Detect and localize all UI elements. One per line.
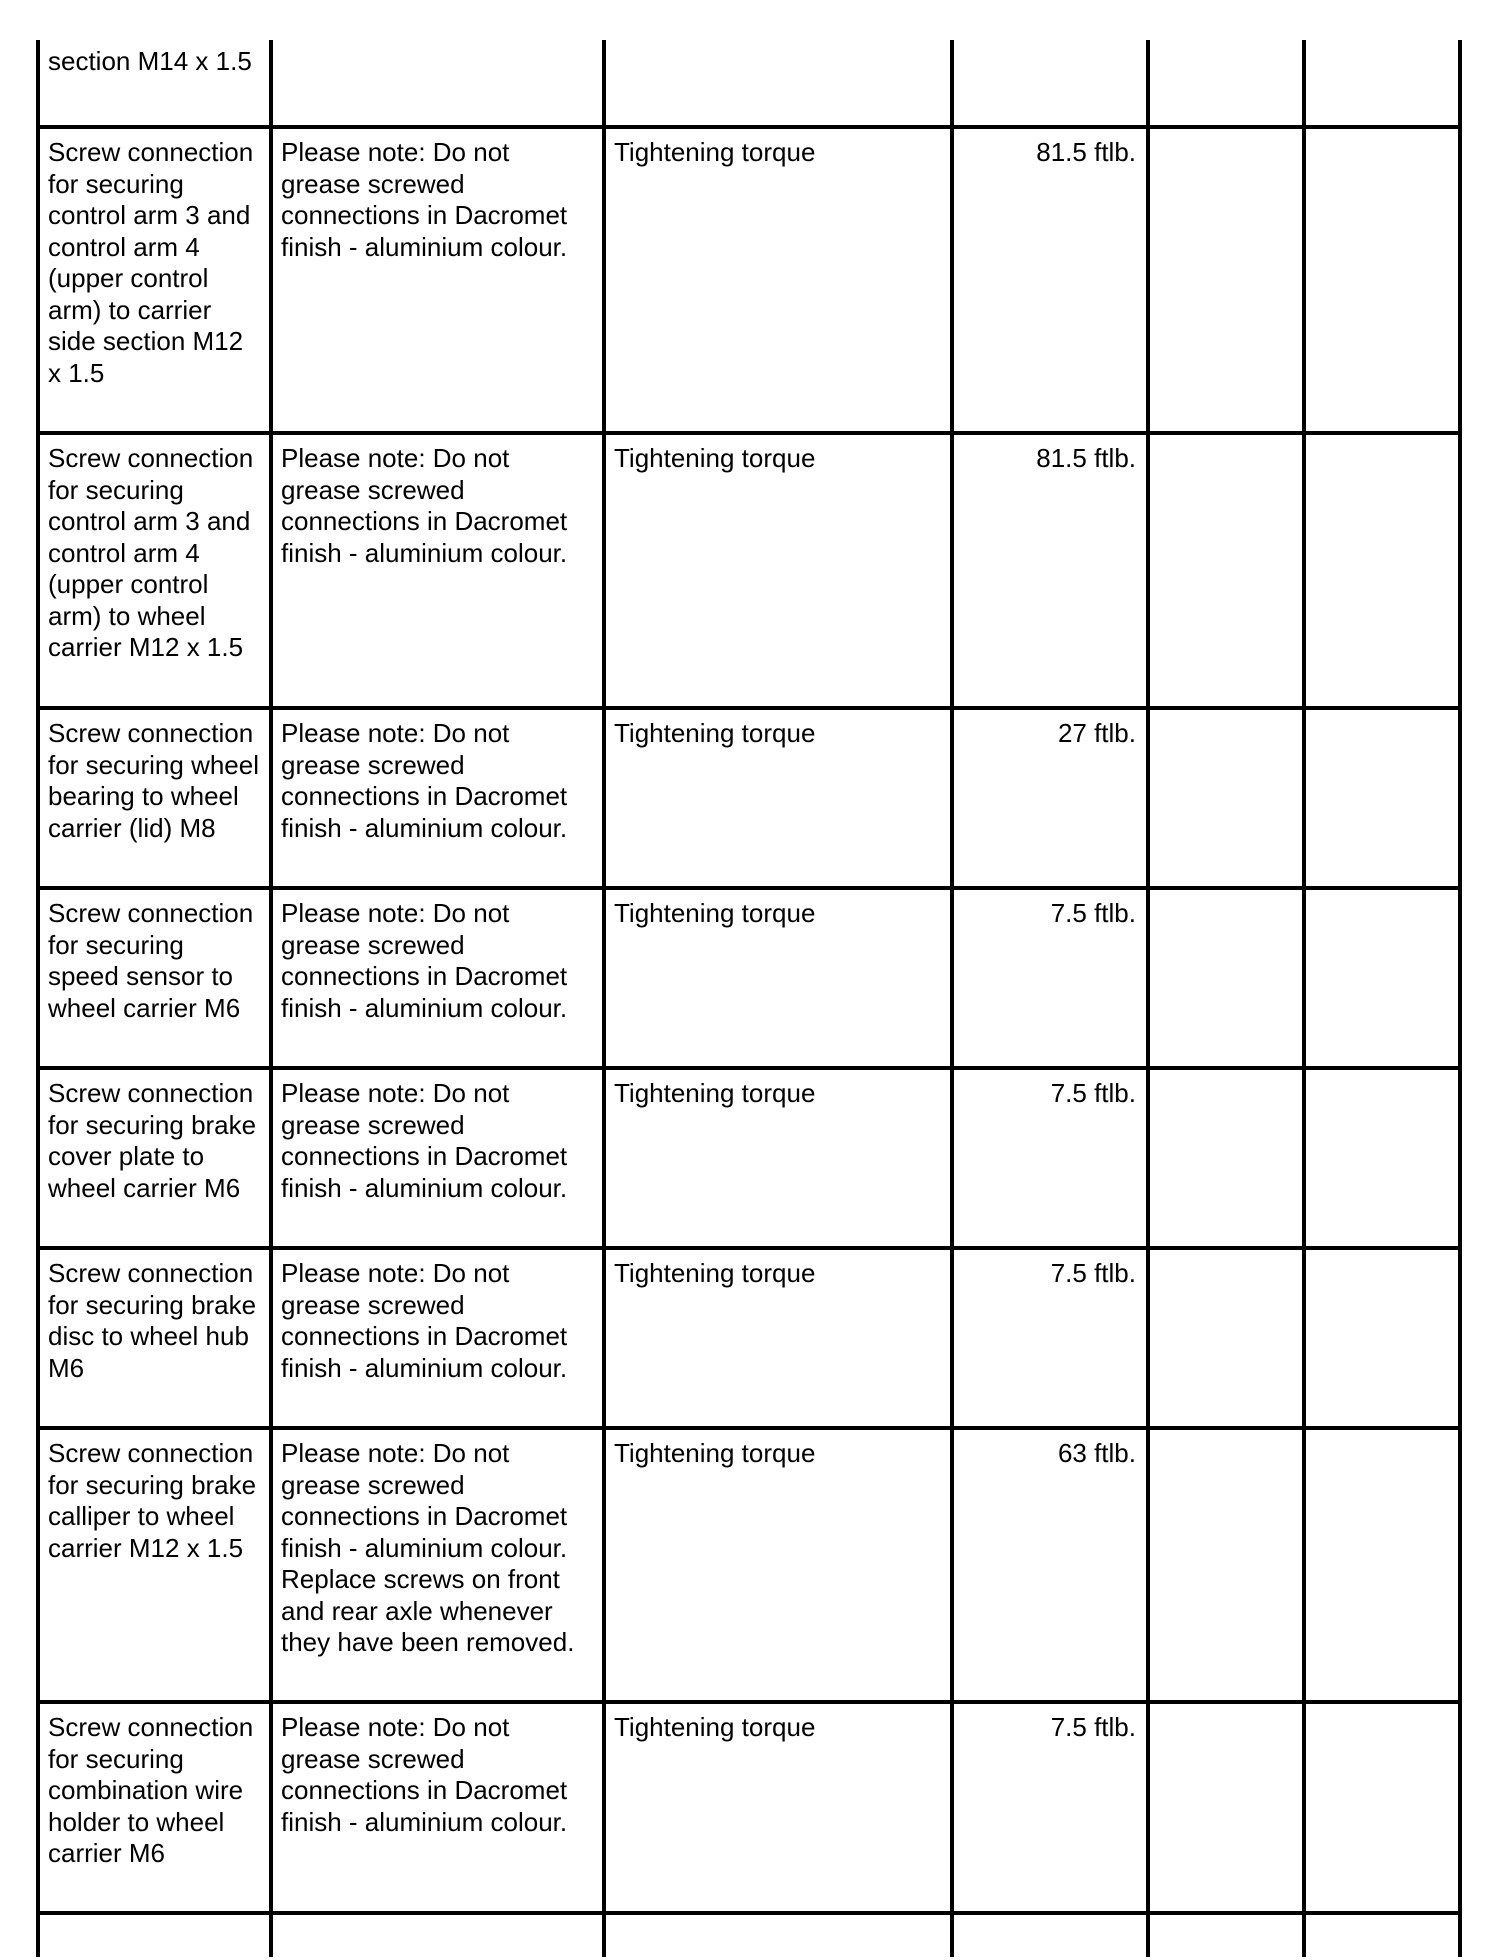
extra-cell (1148, 1428, 1304, 1702)
extra-cell (1148, 708, 1304, 888)
type-cell: Tightening torque (604, 433, 952, 708)
extra-cell (1304, 1913, 1460, 1957)
type-cell: Tightening torque (604, 708, 952, 888)
component-cell: section M14 x 1.5 (38, 40, 271, 127)
component-cell: Screw connection for securing brake disc to wheel hub M6 (38, 1248, 271, 1428)
extra-cell (1148, 40, 1304, 127)
extra-cell (1148, 1248, 1304, 1428)
value-cell: 27 ftlb. (952, 708, 1148, 888)
extra-cell (1148, 888, 1304, 1068)
table-row (38, 433, 1460, 708)
component-cell: Screw connection for securing wheel bearing to wheel carrier (lid) M8 (38, 708, 271, 888)
component-cell: Screw connection for securing speed sensor to wheel carrier M6 (38, 888, 271, 1068)
value-cell (952, 1913, 1148, 1957)
extra-cell (1304, 1702, 1460, 1913)
component-cell: Screw connection for securing brake cover plate to wheel carrier M6 (38, 1068, 271, 1248)
component-cell: Screw connection for securing control arm 3 and control arm 4 (upper control arm) to carrier side section M12 x 1.5 (38, 127, 271, 433)
value-cell: 81.5 ftlb. (952, 433, 1148, 708)
component-cell: Screw connection for securing control arm 3 and control arm 4 (upper control arm) to wheel carrier M12 x 1.5 (38, 433, 271, 708)
table-row (38, 127, 1460, 433)
component-cell: Screw connection for securing combination wire holder to wheel carrier M6 (38, 1702, 271, 1913)
extra-cell (1148, 1068, 1304, 1248)
table-row (38, 708, 1460, 888)
table-row-continued (38, 40, 1460, 127)
extra-cell (1304, 1428, 1460, 1702)
value-cell: 81.5 ftlb. (952, 127, 1148, 433)
extra-cell (1304, 127, 1460, 433)
extra-cell (1304, 888, 1460, 1068)
type-cell (604, 40, 952, 127)
value-cell: 63 ftlb. (952, 1428, 1148, 1702)
note-cell: Please note: Do not grease screwed connections in Dacromet finish - aluminium colour. (271, 127, 604, 433)
extra-cell (1304, 1068, 1460, 1248)
table-row (38, 888, 1460, 1068)
note-cell: Please note: Do not grease screwed connections in Dacromet finish - aluminium colour. (271, 708, 604, 888)
extra-cell (1148, 1913, 1304, 1957)
table-row-continuation (38, 1913, 1460, 1957)
note-cell: Please note: Do not grease screwed connections in Dacromet finish - aluminium colour. (271, 1068, 604, 1248)
type-cell: Tightening torque (604, 1702, 952, 1913)
component-cell: Screw connection for securing brake calliper to wheel carrier M12 x 1.5 (38, 1428, 271, 1702)
table-row (38, 1068, 1460, 1248)
extra-cell (1148, 433, 1304, 708)
extra-cell (1304, 40, 1460, 127)
type-cell: Tightening torque (604, 1068, 952, 1248)
extra-cell (1304, 433, 1460, 708)
value-cell: 7.5 ftlb. (952, 1248, 1148, 1428)
table-row (38, 1248, 1460, 1428)
type-cell: Tightening torque (604, 127, 952, 433)
note-cell: Please note: Do not grease screwed connections in Dacromet finish - aluminium colour. (271, 1702, 604, 1913)
table-row (38, 1428, 1460, 1702)
note-cell: Please note: Do not grease screwed connections in Dacromet finish - aluminium colour. (271, 1248, 604, 1428)
value-cell (952, 40, 1148, 127)
note-cell (271, 1913, 604, 1957)
type-cell (604, 1913, 952, 1957)
note-cell: Please note: Do not grease screwed connections in Dacromet finish - aluminium colour. (271, 433, 604, 708)
extra-cell (1148, 1702, 1304, 1913)
note-cell: Please note: Do not grease screwed connections in Dacromet finish - aluminium colour. Replace screws on front and rear axle whenever they have been removed. (271, 1428, 604, 1702)
value-cell: 7.5 ftlb. (952, 1068, 1148, 1248)
value-cell: 7.5 ftlb. (952, 1702, 1148, 1913)
type-cell: Tightening torque (604, 1428, 952, 1702)
extra-cell (1304, 1248, 1460, 1428)
type-cell: Tightening torque (604, 1248, 952, 1428)
extra-cell (1148, 127, 1304, 433)
type-cell: Tightening torque (604, 888, 952, 1068)
table-row (38, 1702, 1460, 1913)
note-cell: Please note: Do not grease screwed connections in Dacromet finish - aluminium colour. (271, 888, 604, 1068)
note-cell (271, 40, 604, 127)
torque-spec-table (36, 40, 1462, 1957)
extra-cell (1304, 708, 1460, 888)
component-cell (38, 1913, 271, 1957)
value-cell: 7.5 ftlb. (952, 888, 1148, 1068)
